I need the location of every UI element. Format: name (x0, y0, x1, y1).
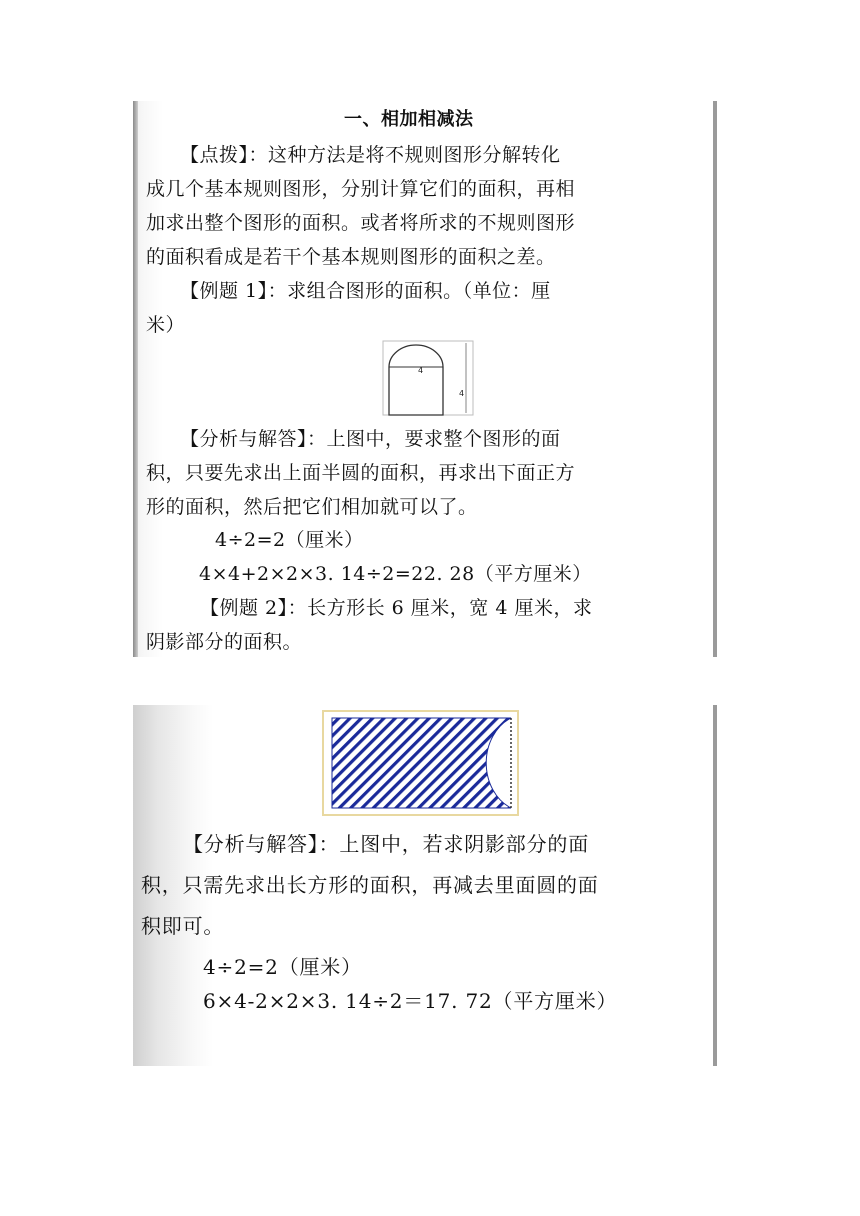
figure1-inner-label: 4 (418, 366, 424, 375)
panel-right-border (713, 705, 717, 1066)
figure-hatched-rectangle (322, 710, 519, 816)
analysis2-line-3: 积即可。 (141, 914, 225, 938)
calc2-line-1: 4÷2=2（厘米） (203, 955, 362, 979)
example2-line-1: 【例题 2】：长方形长 6 厘米，宽 4 厘米，求 (200, 597, 593, 619)
example1-line-2: 米） (146, 314, 186, 336)
tip-line-2: 成几个基本规则图形，分别计算它们的面积，再相 (146, 178, 576, 200)
figure-square-semicircle (382, 340, 474, 416)
figure1-side-label: 4 (459, 389, 465, 398)
analysis1-line-1: 【分析与解答】：上图中，要求整个图形的面 (180, 428, 561, 450)
panel-left-border (133, 101, 138, 657)
tip-line-4: 的面积看成是若干个基本规则图形的面积之差。 (146, 246, 556, 268)
panel-right-border (713, 101, 717, 657)
analysis2-line-1: 【分析与解答】：上图中，若求阴影部分的面 (183, 832, 589, 856)
analysis2-line-2: 积，只需先求出长方形的面积，再减去里面圆的面 (141, 873, 599, 897)
calc1-line-2: 4×4+2×2×3. 14÷2=22. 28（平方厘米） (199, 563, 592, 585)
section-title: 一、相加相减法 (344, 109, 474, 130)
analysis1-line-3: 形的面积，然后把它们相加就可以了。 (146, 496, 478, 518)
example1-line-1: 【例题 1】：求组合图形的面积。（单位：厘 (180, 280, 551, 302)
tip-line-1: 【点拨】：这种方法是将不规则图形分解转化 (180, 144, 561, 166)
calc1-line-1: 4÷2=2（厘米） (215, 529, 364, 551)
example2-line-2: 阴影部分的面积。 (146, 631, 303, 653)
tip-line-3: 加求出整个图形的面积。或者将所求的不规则图形 (146, 212, 576, 234)
calc2-line-2: 6×4-2×2×3. 14÷2＝17. 72（平方厘米） (203, 989, 618, 1013)
analysis1-line-2: 积，只要先求出上面半圆的面积，再求出下面正方 (146, 462, 576, 484)
